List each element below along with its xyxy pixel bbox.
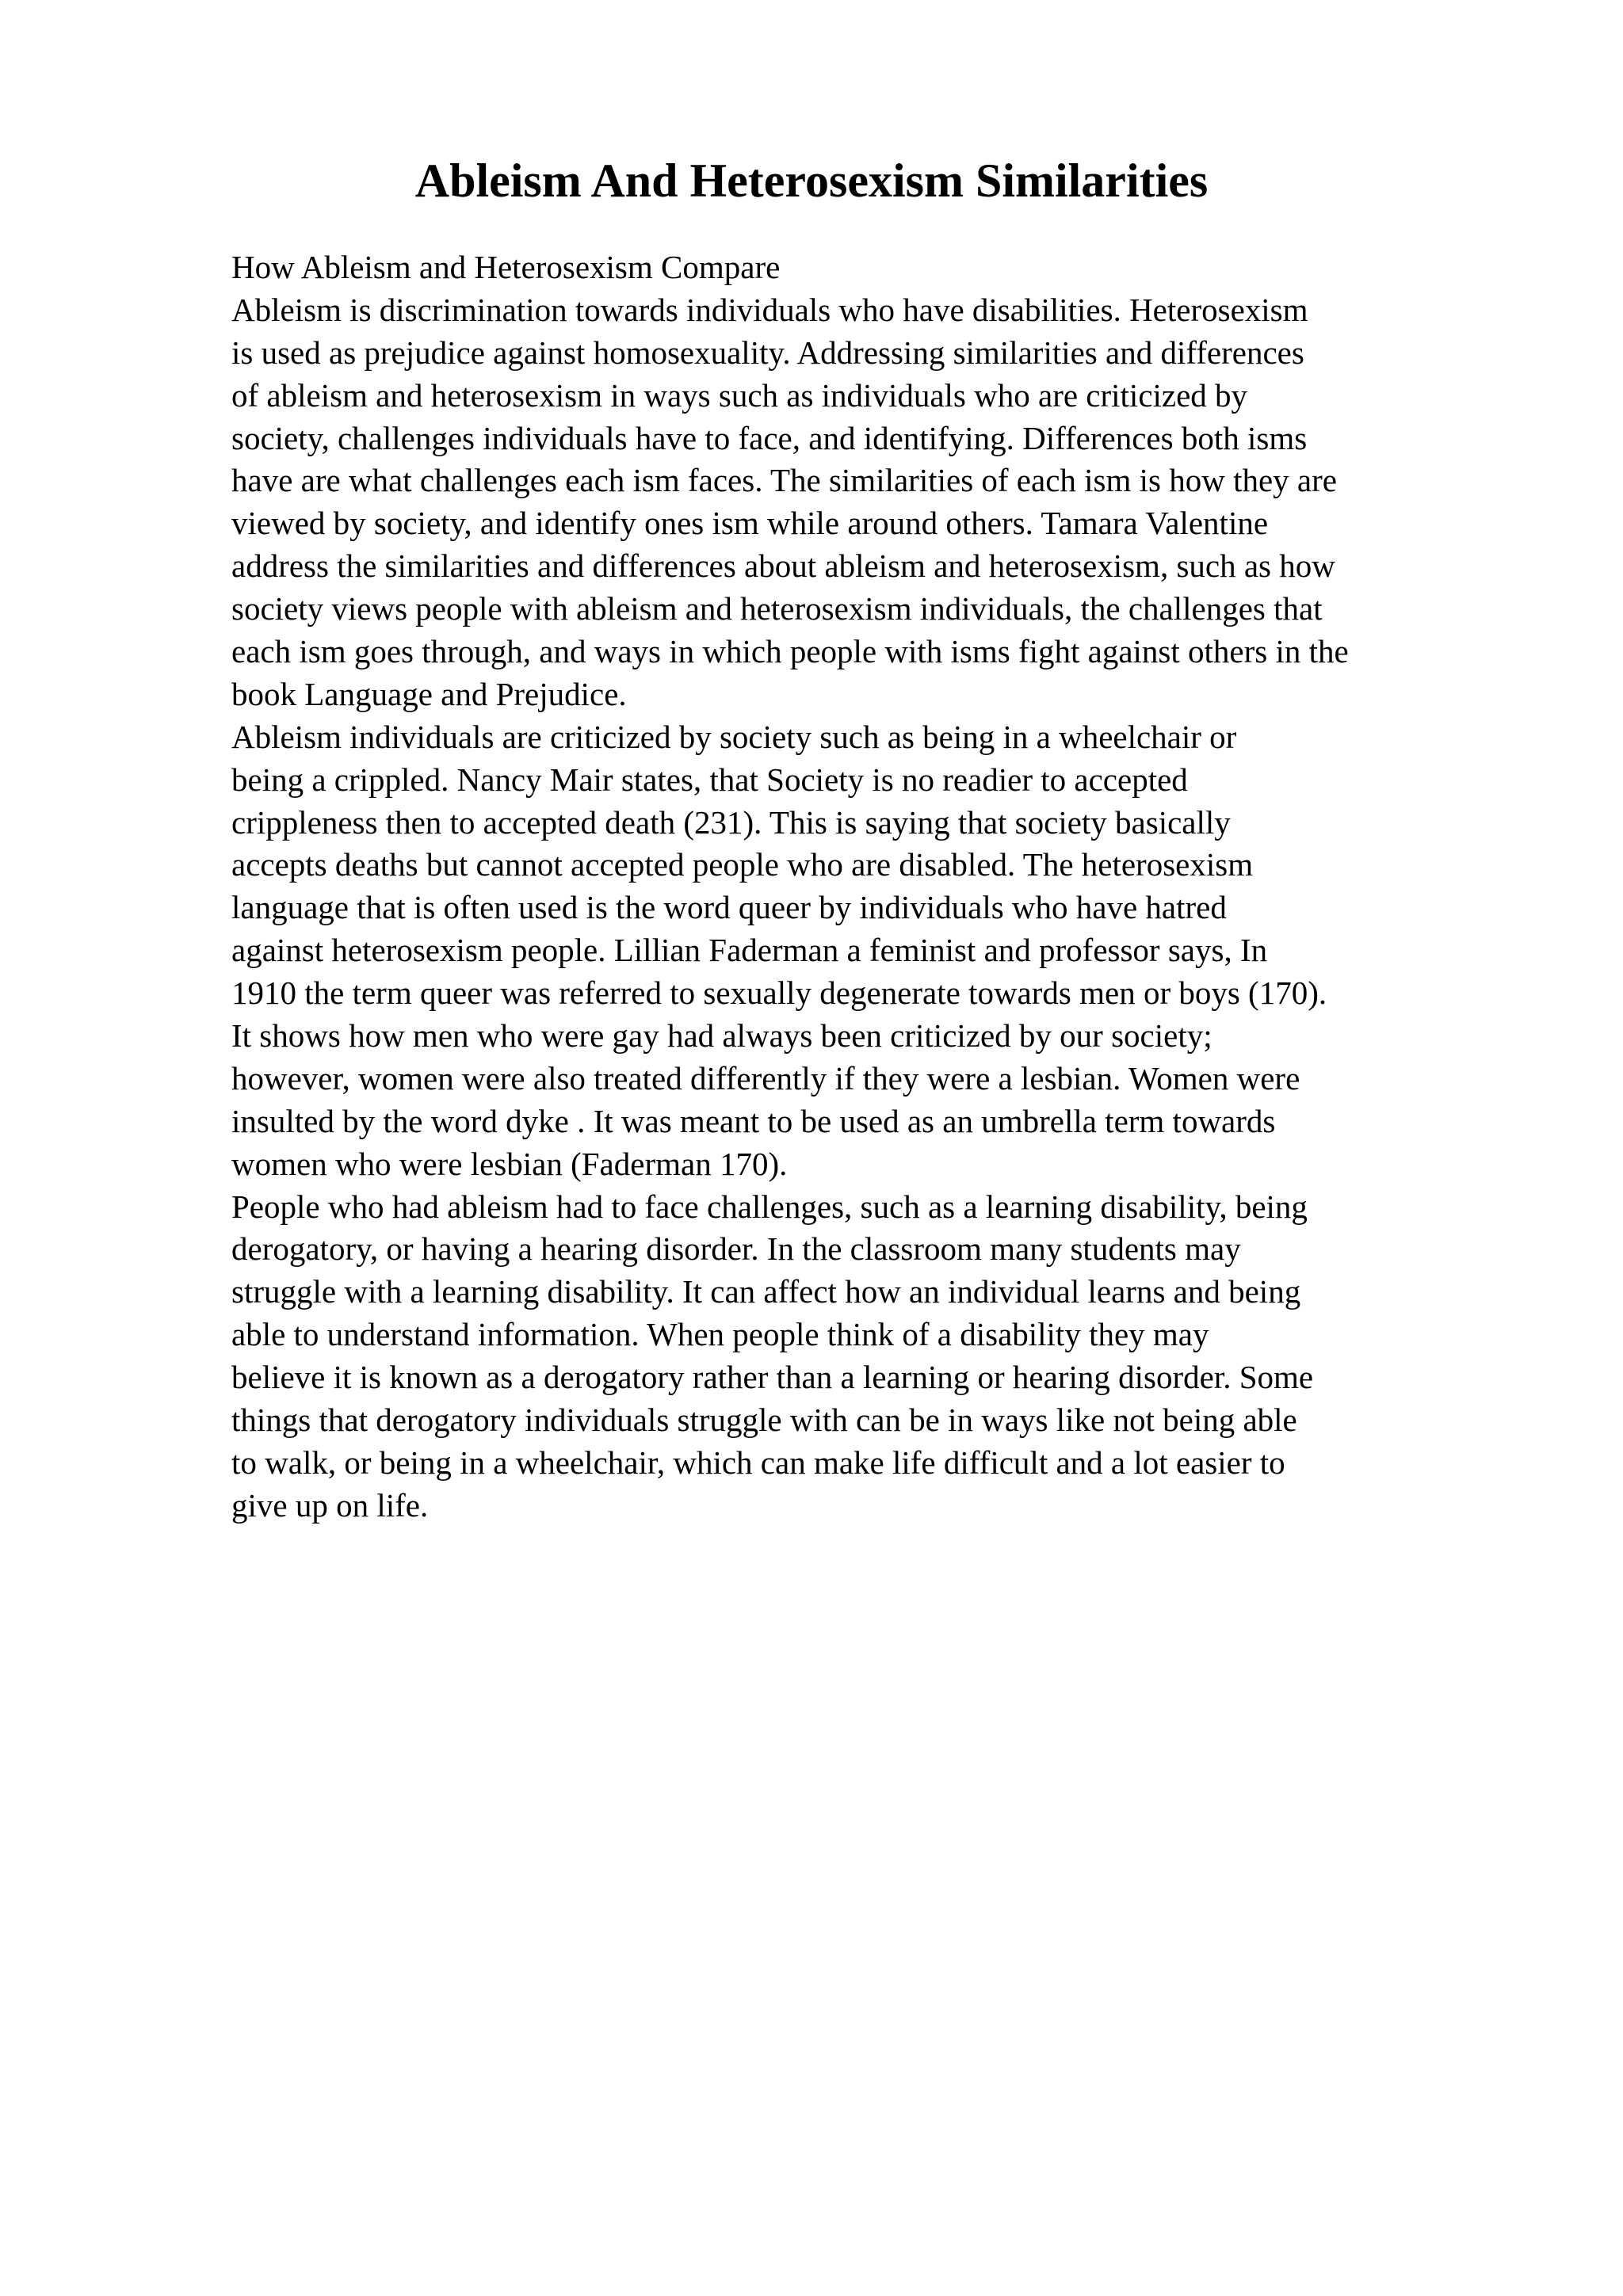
body-line: believe it is known as a derogatory rather than a learning or hearing disorder. Some <box>231 1359 1314 1396</box>
body-line: How Ableism and Heterosexism Compare <box>231 249 781 285</box>
body-line: women who were lesbian (Faderman 170). <box>231 1145 788 1182</box>
body-line: struggle with a learning disability. It can affect how an individual learns and being <box>231 1273 1301 1310</box>
body-line: address the similarities and differences about ableism and heterosexism, such as how <box>231 547 1335 585</box>
body-line: society views people with ableism and heterosexism individuals, the challenges that <box>231 590 1323 627</box>
body-line: Ableism individuals are criticized by society such as being in a wheelchair or <box>231 718 1237 755</box>
body-line: being a crippled. Nancy Mair states, that Society is no readier to accepted <box>231 761 1188 798</box>
body-line: insulted by the word dyke . It was meant to be used as an umbrella term towards <box>231 1102 1276 1139</box>
body-line: against heterosexism people. Lillian Faderman a feminist and professor says, In <box>231 932 1268 969</box>
body-line: language that is often used is the word queer by individuals who have hatred <box>231 889 1227 926</box>
body-line: however, women were also treated differently if they were a lesbian. Women were <box>231 1059 1300 1097</box>
body-line: have are what challenges each ism faces. The similarities of each ism is how they are <box>231 462 1337 499</box>
body-line: derogatory, or having a hearing disorder. In the classroom many students may <box>231 1230 1241 1268</box>
body-line: things that derogatory individuals struggle with can be in ways like not being able <box>231 1402 1297 1439</box>
document-body <box>231 246 1594 1527</box>
document-title: Ableism And Heterosexism Similarities <box>414 154 1209 207</box>
body-line: crippleness then to accepted death (231). This is saying that society basically <box>231 803 1231 841</box>
body-line: 1910 the term queer was referred to sexually degenerate towards men or boys (170). <box>231 974 1327 1012</box>
body-line: It shows how men who were gay had always been criticized by our society; <box>231 1017 1212 1055</box>
body-line: give up on life. <box>231 1486 429 1524</box>
body-line: book Language and Prejudice. <box>231 675 627 712</box>
body-line: each ism goes through, and ways in which people with isms fight against others in the <box>231 633 1349 670</box>
body-line: People who had ableism had to face challenges, such as a learning disability, being <box>231 1188 1308 1225</box>
body-line: Ableism is discrimination towards individuals who have disabilities. Heterosexism <box>231 291 1308 328</box>
body-line: is used as prejudice against homosexuality. Addressing similarities and differences <box>231 334 1304 371</box>
body-line: society, challenges individuals have to face, and identifying. Differences both isms <box>231 419 1308 456</box>
body-line: able to understand information. When people think of a disability they may <box>231 1316 1209 1353</box>
body-line: viewed by society, and identify ones ism while around others. Tamara Valentine <box>231 505 1269 542</box>
body-line: accepts deaths but cannot accepted people who are disabled. The heterosexism <box>231 846 1254 883</box>
body-line: of ableism and heterosexism in ways such as individuals who are criticized by <box>231 376 1248 414</box>
body-line: to walk, or being in a wheelchair, which can make life difficult and a lot easier to <box>231 1444 1285 1481</box>
